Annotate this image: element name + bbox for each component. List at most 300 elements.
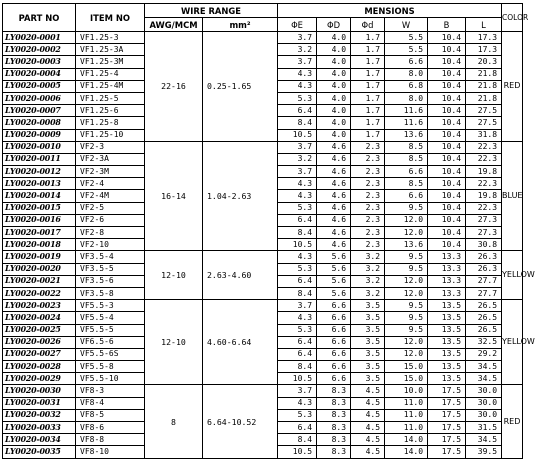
dim-l: 20.3 (466, 56, 502, 68)
part-number: LY0020-0034 (3, 434, 76, 446)
part-number: LY0020-0021 (3, 275, 76, 287)
dim-w: 9.5 (385, 312, 428, 324)
dim-b: 10.4 (428, 129, 466, 141)
dim-l: 19.8 (466, 166, 502, 178)
dim-phi-D: 4.6 (317, 202, 351, 214)
part-number: LY0020-0009 (3, 129, 76, 141)
item-number: VF6.5-6 (76, 336, 145, 348)
item-number: VF1.25-8 (76, 117, 145, 129)
table-row (3, 385, 523, 397)
mm2-range: 2.63-4.60 (203, 251, 278, 300)
dim-l: 26.3 (466, 251, 502, 263)
item-number: VF1.25-4M (76, 80, 145, 92)
header-phi-D: ΦD (317, 18, 351, 32)
awg-range: 12-10 (145, 251, 203, 300)
dim-w: 9.5 (385, 324, 428, 336)
dim-w: 8.5 (385, 141, 428, 153)
header-dimensions: MENSIONS (278, 4, 502, 18)
part-number: LY0020-0032 (3, 409, 76, 421)
dim-b: 10.4 (428, 80, 466, 92)
item-number: VF8-10 (76, 446, 145, 458)
dim-phi-d: 1.7 (351, 80, 385, 92)
dim-l: 27.3 (466, 227, 502, 239)
item-number: VF2-3 (76, 141, 145, 153)
dim-phi-d: 1.7 (351, 68, 385, 80)
dim-phi-d: 2.3 (351, 153, 385, 165)
dim-phi-e: 6.4 (278, 214, 317, 226)
dim-phi-d: 1.7 (351, 117, 385, 129)
dim-l: 30.0 (466, 385, 502, 397)
dim-phi-e: 8.4 (278, 227, 317, 239)
dim-phi-d: 4.5 (351, 397, 385, 409)
dim-b: 17.5 (428, 409, 466, 421)
item-number: VF1.25-4 (76, 68, 145, 80)
dim-w: 11.6 (385, 105, 428, 117)
dim-l: 32.5 (466, 336, 502, 348)
dim-l: 27.5 (466, 117, 502, 129)
dim-phi-e: 8.4 (278, 434, 317, 446)
dim-l: 22.3 (466, 202, 502, 214)
dim-phi-D: 8.3 (317, 446, 351, 458)
dim-phi-e: 5.3 (278, 324, 317, 336)
table-row (3, 32, 523, 44)
dim-phi-e: 5.3 (278, 92, 317, 104)
dim-w: 11.0 (385, 409, 428, 421)
dim-phi-D: 6.6 (317, 336, 351, 348)
dim-w: 8.0 (385, 68, 428, 80)
item-number: VF1.25-3 (76, 32, 145, 44)
dim-phi-d: 3.5 (351, 312, 385, 324)
dim-w: 9.5 (385, 300, 428, 312)
part-number: LY0020-0033 (3, 422, 76, 434)
dim-phi-e: 6.4 (278, 348, 317, 360)
dim-b: 17.5 (428, 434, 466, 446)
part-number: LY0020-0008 (3, 117, 76, 129)
dim-phi-e: 10.5 (278, 239, 317, 251)
dim-b: 13.5 (428, 361, 466, 373)
awg-range: 8 (145, 385, 203, 458)
part-number: LY0020-0028 (3, 361, 76, 373)
dim-phi-e: 6.4 (278, 105, 317, 117)
dim-w: 13.6 (385, 239, 428, 251)
dim-phi-D: 4.6 (317, 227, 351, 239)
dim-b: 10.4 (428, 214, 466, 226)
dim-phi-e: 8.4 (278, 361, 317, 373)
dim-phi-d: 3.5 (351, 348, 385, 360)
dim-phi-D: 4.0 (317, 129, 351, 141)
dim-phi-d: 3.2 (351, 251, 385, 263)
dim-phi-e: 10.5 (278, 446, 317, 458)
dim-phi-d: 2.3 (351, 190, 385, 202)
dim-w: 15.0 (385, 361, 428, 373)
part-number: LY0020-0031 (3, 397, 76, 409)
dim-w: 9.5 (385, 202, 428, 214)
dim-w: 6.8 (385, 80, 428, 92)
dim-w: 12.0 (385, 227, 428, 239)
item-number: VF3.5-5 (76, 263, 145, 275)
part-number: LY0020-0022 (3, 287, 76, 299)
dim-b: 10.4 (428, 105, 466, 117)
dim-b: 17.5 (428, 446, 466, 458)
dim-b: 10.4 (428, 141, 466, 153)
item-number: VF3.5-6 (76, 275, 145, 287)
dim-phi-d: 2.3 (351, 214, 385, 226)
dim-phi-e: 8.4 (278, 287, 317, 299)
item-number: VF8-3 (76, 385, 145, 397)
dim-l: 19.8 (466, 190, 502, 202)
item-number: VF2-4 (76, 178, 145, 190)
dim-phi-d: 2.3 (351, 166, 385, 178)
dim-l: 34.5 (466, 373, 502, 385)
dim-phi-D: 5.6 (317, 275, 351, 287)
dim-b: 10.4 (428, 44, 466, 56)
dim-w: 14.0 (385, 434, 428, 446)
dim-b: 13.5 (428, 312, 466, 324)
dim-phi-D: 8.3 (317, 397, 351, 409)
dim-phi-e: 3.7 (278, 300, 317, 312)
part-number: LY0020-0010 (3, 141, 76, 153)
dim-b: 10.4 (428, 239, 466, 251)
item-number: VF5.5-4 (76, 312, 145, 324)
dim-phi-e: 3.7 (278, 32, 317, 44)
dim-w: 15.0 (385, 373, 428, 385)
dim-w: 9.5 (385, 263, 428, 275)
dim-w: 14.0 (385, 446, 428, 458)
item-number: VF8-4 (76, 397, 145, 409)
dim-w: 8.5 (385, 178, 428, 190)
dim-phi-d: 2.3 (351, 227, 385, 239)
dim-w: 12.0 (385, 275, 428, 287)
dim-phi-d: 2.3 (351, 178, 385, 190)
dim-w: 12.0 (385, 287, 428, 299)
part-number: LY0020-0007 (3, 105, 76, 117)
table-body (3, 32, 535, 459)
dim-phi-d: 3.5 (351, 336, 385, 348)
dim-phi-d: 4.5 (351, 422, 385, 434)
dim-phi-D: 8.3 (317, 385, 351, 397)
part-number: LY0020-0011 (3, 153, 76, 165)
part-number: LY0020-0018 (3, 239, 76, 251)
dim-phi-D: 6.6 (317, 312, 351, 324)
dim-phi-d: 2.3 (351, 239, 385, 251)
insulation-color: YELLOW (502, 251, 523, 300)
dim-l: 22.3 (466, 178, 502, 190)
dim-l: 34.5 (466, 361, 502, 373)
header-l: L (466, 18, 502, 32)
dim-phi-d: 3.2 (351, 263, 385, 275)
dim-b: 13.3 (428, 275, 466, 287)
dim-w: 12.0 (385, 214, 428, 226)
dim-l: 26.5 (466, 324, 502, 336)
dim-l: 22.3 (466, 153, 502, 165)
dim-w: 10.0 (385, 385, 428, 397)
dim-phi-D: 4.0 (317, 80, 351, 92)
dim-phi-d: 2.3 (351, 141, 385, 153)
dim-phi-D: 4.0 (317, 56, 351, 68)
dim-l: 30.0 (466, 409, 502, 421)
dim-w: 11.0 (385, 422, 428, 434)
item-number: VF5.5-3 (76, 300, 145, 312)
item-number: VF2-8 (76, 227, 145, 239)
dim-phi-D: 4.6 (317, 178, 351, 190)
dim-w: 12.0 (385, 336, 428, 348)
dim-l: 30.8 (466, 239, 502, 251)
dim-l: 27.7 (466, 287, 502, 299)
dim-phi-d: 4.5 (351, 409, 385, 421)
item-number: VF5.5-8 (76, 361, 145, 373)
dim-phi-e: 3.7 (278, 141, 317, 153)
part-number: LY0020-0004 (3, 68, 76, 80)
dim-phi-e: 4.3 (278, 178, 317, 190)
item-number: VF1.25-6 (76, 105, 145, 117)
dim-phi-D: 4.6 (317, 190, 351, 202)
dim-phi-D: 5.6 (317, 263, 351, 275)
dim-phi-e: 3.7 (278, 56, 317, 68)
part-number: LY0020-0019 (3, 251, 76, 263)
item-number: VF2-10 (76, 239, 145, 251)
dim-w: 5.5 (385, 32, 428, 44)
dim-w: 6.6 (385, 56, 428, 68)
dim-phi-e: 5.3 (278, 409, 317, 421)
part-number: LY0020-0016 (3, 214, 76, 226)
part-number: LY0020-0006 (3, 92, 76, 104)
dim-phi-d: 4.5 (351, 446, 385, 458)
part-number: LY0020-0013 (3, 178, 76, 190)
dim-phi-e: 3.7 (278, 166, 317, 178)
table-row (3, 251, 523, 263)
dim-phi-e: 4.3 (278, 68, 317, 80)
item-number: VF1.25-5 (76, 92, 145, 104)
header-w: W (385, 18, 428, 32)
dim-phi-e: 8.4 (278, 117, 317, 129)
dim-phi-D: 8.3 (317, 434, 351, 446)
item-number: VF1.25-10 (76, 129, 145, 141)
header-mm2: mm² (203, 18, 278, 32)
dim-w: 8.5 (385, 153, 428, 165)
dim-phi-D: 8.3 (317, 409, 351, 421)
dim-phi-d: 3.5 (351, 324, 385, 336)
dim-phi-d: 1.7 (351, 129, 385, 141)
item-number: VF2-4M (76, 190, 145, 202)
awg-range: 12-10 (145, 300, 203, 385)
dim-phi-D: 6.6 (317, 361, 351, 373)
dim-b: 13.5 (428, 373, 466, 385)
dim-phi-e: 3.2 (278, 153, 317, 165)
part-number: LY0020-0012 (3, 166, 76, 178)
dim-l: 22.3 (466, 141, 502, 153)
dim-phi-D: 4.0 (317, 105, 351, 117)
dim-w: 8.0 (385, 92, 428, 104)
insulation-color: RED (502, 385, 523, 458)
header-phi-e: ΦE (278, 18, 317, 32)
dim-b: 10.4 (428, 166, 466, 178)
part-number: LY0020-0027 (3, 348, 76, 360)
insulation-color: YELLOW (502, 300, 523, 385)
mm2-range: 0.25-1.65 (203, 32, 278, 142)
dim-b: 17.5 (428, 397, 466, 409)
table-row (3, 300, 523, 312)
dim-b: 13.5 (428, 324, 466, 336)
part-number: LY0020-0035 (3, 446, 76, 458)
dim-l: 21.8 (466, 68, 502, 80)
dim-w: 13.6 (385, 129, 428, 141)
dim-b: 10.4 (428, 56, 466, 68)
part-number: LY0020-0014 (3, 190, 76, 202)
dim-b: 13.3 (428, 287, 466, 299)
dim-w: 5.5 (385, 44, 428, 56)
dim-phi-d: 3.5 (351, 361, 385, 373)
mm2-range: 1.04-2.63 (203, 141, 278, 251)
table-row (3, 141, 523, 153)
mm2-range: 6.64-10.52 (203, 385, 278, 458)
dim-phi-e: 10.5 (278, 373, 317, 385)
dim-phi-e: 3.2 (278, 44, 317, 56)
item-number: VF8-5 (76, 409, 145, 421)
dim-b: 17.5 (428, 422, 466, 434)
dim-l: 26.5 (466, 312, 502, 324)
header-awg: AWG/MCM (145, 18, 203, 32)
dim-l: 27.5 (466, 105, 502, 117)
dim-phi-d: 1.7 (351, 92, 385, 104)
dim-b: 10.4 (428, 117, 466, 129)
dim-l: 30.0 (466, 397, 502, 409)
dim-l: 17.3 (466, 44, 502, 56)
dim-l: 31.5 (466, 422, 502, 434)
insulation-color: RED (502, 32, 523, 142)
part-number: LY0020-0002 (3, 44, 76, 56)
dim-phi-D: 4.6 (317, 153, 351, 165)
dim-b: 13.3 (428, 251, 466, 263)
item-number: VF1.25-3M (76, 56, 145, 68)
part-number: LY0020-0017 (3, 227, 76, 239)
dim-l: 27.7 (466, 275, 502, 287)
dim-phi-d: 1.7 (351, 32, 385, 44)
item-number: VF2-6 (76, 214, 145, 226)
item-number: VF2-3A (76, 153, 145, 165)
dim-b: 10.4 (428, 92, 466, 104)
item-number: VF5.5-6S (76, 348, 145, 360)
dim-phi-D: 8.3 (317, 422, 351, 434)
part-number: LY0020-0015 (3, 202, 76, 214)
part-number: LY0020-0024 (3, 312, 76, 324)
dim-b: 10.4 (428, 32, 466, 44)
item-number: VF5.5-10 (76, 373, 145, 385)
dim-w: 11.6 (385, 117, 428, 129)
dim-phi-e: 5.3 (278, 263, 317, 275)
dim-phi-D: 4.6 (317, 214, 351, 226)
part-number: LY0020-0023 (3, 300, 76, 312)
dim-phi-D: 4.0 (317, 92, 351, 104)
dim-w: 9.5 (385, 251, 428, 263)
part-number: LY0020-0025 (3, 324, 76, 336)
dim-b: 13.5 (428, 336, 466, 348)
dim-phi-e: 4.3 (278, 312, 317, 324)
part-number: LY0020-0005 (3, 80, 76, 92)
header-part-no: PART NO (3, 4, 76, 32)
dim-phi-e: 5.3 (278, 202, 317, 214)
dim-phi-e: 6.4 (278, 422, 317, 434)
dim-l: 21.8 (466, 80, 502, 92)
dim-phi-D: 6.6 (317, 348, 351, 360)
dim-b: 10.4 (428, 202, 466, 214)
item-number: VF3.5-8 (76, 287, 145, 299)
dim-l: 34.5 (466, 434, 502, 446)
dim-phi-d: 4.5 (351, 434, 385, 446)
item-number: VF2-3M (76, 166, 145, 178)
item-number: VF5.5-5 (76, 324, 145, 336)
dim-w: 6.6 (385, 190, 428, 202)
dim-b: 13.5 (428, 300, 466, 312)
header-b: B (428, 18, 466, 32)
dim-l: 31.8 (466, 129, 502, 141)
dim-phi-e: 6.4 (278, 336, 317, 348)
part-number: LY0020-0030 (3, 385, 76, 397)
dim-l: 39.5 (466, 446, 502, 458)
dim-phi-D: 6.6 (317, 373, 351, 385)
dim-l: 26.5 (466, 300, 502, 312)
dim-phi-D: 6.6 (317, 324, 351, 336)
header-color: COLOR (502, 4, 523, 32)
item-number: VF8-8 (76, 434, 145, 446)
dim-phi-e: 4.3 (278, 190, 317, 202)
dim-phi-D: 4.6 (317, 141, 351, 153)
dim-b: 10.4 (428, 190, 466, 202)
part-number: LY0020-0001 (3, 32, 76, 44)
awg-range: 16-14 (145, 141, 203, 251)
dim-w: 6.6 (385, 166, 428, 178)
part-number: LY0020-0029 (3, 373, 76, 385)
dim-phi-d: 2.3 (351, 202, 385, 214)
header-wire-range: WIRE RANGE (145, 4, 278, 18)
insulation-color: BLUE (502, 141, 523, 251)
dim-phi-d: 1.7 (351, 56, 385, 68)
dim-b: 13.3 (428, 263, 466, 275)
dim-l: 27.3 (466, 214, 502, 226)
dim-phi-e: 4.3 (278, 397, 317, 409)
dim-b: 17.5 (428, 385, 466, 397)
item-number: VF1.25-3A (76, 44, 145, 56)
dim-phi-d: 3.5 (351, 300, 385, 312)
item-number: VF8-6 (76, 422, 145, 434)
part-number: LY0020-0003 (3, 56, 76, 68)
dim-phi-D: 4.6 (317, 166, 351, 178)
dim-phi-D: 4.0 (317, 68, 351, 80)
dim-phi-e: 3.7 (278, 385, 317, 397)
dim-phi-D: 4.0 (317, 44, 351, 56)
dim-b: 10.4 (428, 178, 466, 190)
dim-w: 11.0 (385, 397, 428, 409)
dim-phi-D: 4.0 (317, 117, 351, 129)
dim-phi-D: 6.6 (317, 300, 351, 312)
dim-b: 13.5 (428, 348, 466, 360)
dim-phi-d: 3.2 (351, 287, 385, 299)
dim-phi-d: 1.7 (351, 105, 385, 117)
part-number: LY0020-0026 (3, 336, 76, 348)
header-item-no: ITEM NO (76, 4, 145, 32)
dim-phi-e: 10.5 (278, 129, 317, 141)
header-phi-d: Φd (351, 18, 385, 32)
dim-phi-d: 1.7 (351, 44, 385, 56)
dim-b: 10.4 (428, 68, 466, 80)
dim-l: 21.8 (466, 92, 502, 104)
mm2-range: 4.60-6.64 (203, 300, 278, 385)
part-number: LY0020-0020 (3, 263, 76, 275)
dim-phi-d: 3.2 (351, 275, 385, 287)
terminal-spec-table (2, 3, 535, 459)
dim-w: 12.0 (385, 348, 428, 360)
item-number: VF2-5 (76, 202, 145, 214)
dim-phi-D: 4.6 (317, 239, 351, 251)
